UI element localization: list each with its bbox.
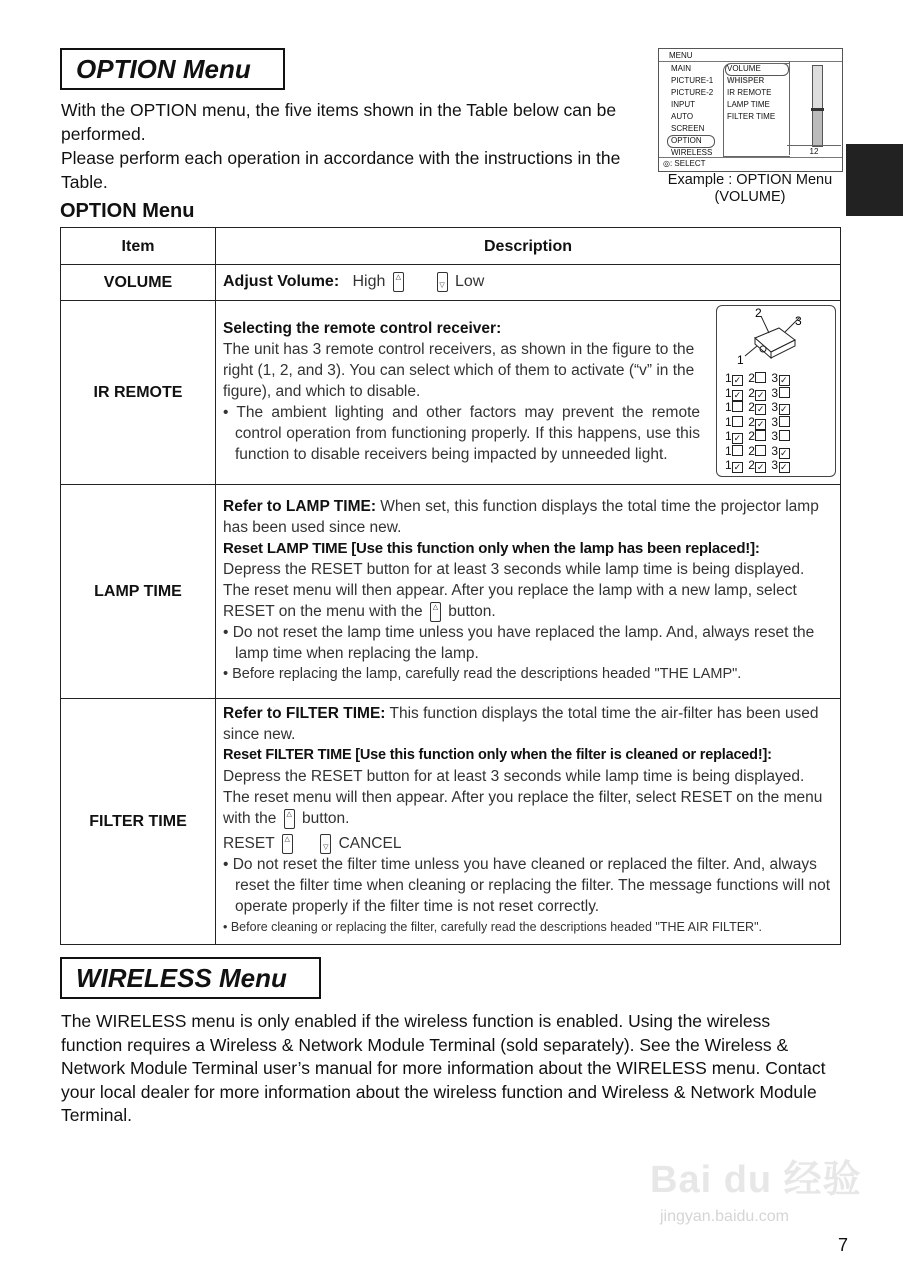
- empty-box-icon: [732, 401, 743, 412]
- desc-lamp-time: Refer to LAMP TIME: When set, this function displays the total time the projector lamp has been used since new. Reset LAMP TIME [Use this function only when the lamp has been replaced!]: Depress the RESET button for at least 3 seconds while lamp time is being displayed. The reset menu will then appear. After you replace the lamp with a new lamp, select RESET on the menu with the △ button. • Do not reset the lamp time unless you have replaced the lamp. And, always reset the lamp time when replacing the lamp. • Before replacing the lamp, carefully read the descriptions headed "THE LAMP".: [216, 485, 841, 699]
- checked-box-icon: ✓: [780, 375, 789, 385]
- submenu-item: VOLUME: [727, 64, 761, 73]
- item-filter-time: FILTER TIME: [61, 699, 216, 945]
- table-row: [61, 699, 841, 945]
- item-lamp-time: LAMP TIME: [61, 485, 216, 699]
- item-volume: VOLUME: [61, 265, 216, 301]
- menu-item: INPUT: [671, 100, 695, 109]
- table-row: [61, 485, 841, 699]
- up-arrow-icon: △: [284, 809, 295, 829]
- caption-line-2: (VOLUME): [714, 189, 786, 205]
- checked-box-icon: ✓: [780, 447, 789, 458]
- desc-ir-remote: Selecting the remote control receiver: The unit has 3 remote control receivers, as shown in the figure to the right (1, 2, and 3). You can select which of them to activate (“v” in the figure), and which to disable. • The ambient lighting and other factors may prevent the remote control operation from functioning properly. If this happens, use this function to disable receivers being impacted by unneeded light.: [216, 301, 841, 485]
- ir-combo-row: 1 2✓ 3: [725, 415, 795, 430]
- receiver-label-3: 3: [795, 314, 802, 328]
- item-header: Item: [61, 228, 216, 265]
- up-arrow-icon: △: [282, 834, 293, 854]
- intro-paragraph-1: With the OPTION menu, the five items shown in the Table below can be performed.: [61, 100, 617, 144]
- empty-box-icon: [779, 387, 790, 398]
- table-row: [61, 265, 841, 301]
- ir-combo-row: 1 2✓ 3✓: [725, 400, 789, 414]
- checked-box-icon: ✓: [756, 404, 765, 414]
- menu-item-list: [671, 63, 713, 159]
- item-ir-remote: IR REMOTE: [61, 301, 216, 485]
- checked-box-icon: ✓: [756, 462, 765, 472]
- checked-box-icon: ✓: [733, 433, 742, 443]
- slider-knob: [811, 108, 824, 111]
- submenu-item: FILTER TIME: [727, 112, 776, 121]
- desc-filter-time: Refer to FILTER TIME: This function displays the total time the air-filter has been used since new. Reset FILTER TIME [Use this function only when the filter is cleaned or replaced!]: Depress the RESET button for at least 3 seconds while lamp time is being displayed. The reset menu will then appear. After you replace the filter, select RESET on the menu with the △ button. RESET △ ▽ CANCEL • Do not reset the filter time unless you have cleaned or replaced the filter. And, always reset the filter time when cleaning or replacing the filter. The message functions will not operate properly if the filter time is not reset correctly. • Before cleaning or replacing the filter, carefully read the descriptions headed "THE AIR FILTER".: [216, 699, 841, 945]
- checked-box-icon: ✓: [756, 389, 765, 400]
- ir-combo-row: 1✓ 2 3✓: [725, 371, 789, 385]
- checked-box-icon: ✓: [733, 375, 742, 385]
- page-number: 7: [838, 1235, 849, 1255]
- checked-box-icon: ✓: [733, 389, 742, 400]
- menu-footer: ◎: SELECT: [659, 157, 842, 170]
- ir-combo-row: 1 2 3✓: [725, 443, 789, 458]
- caption-line-1: Example : OPTION Menu: [667, 172, 833, 188]
- menu-item: PICTURE-2: [671, 88, 714, 97]
- checked-box-icon: ✓: [780, 404, 789, 414]
- menu-item: PICTURE-1: [671, 76, 714, 85]
- ir-combo-row: 1✓ 2 3: [725, 429, 795, 444]
- select-icon: ◎: [663, 159, 670, 168]
- down-arrow-icon: ▽: [320, 834, 331, 854]
- menu-item: MAIN: [671, 64, 691, 73]
- receiver-label-2: 2: [755, 306, 762, 320]
- option-intro: [61, 98, 651, 194]
- table-title: OPTION Menu: [60, 200, 195, 222]
- empty-box-icon: [755, 430, 766, 441]
- receiver-label-1: 1: [737, 353, 744, 367]
- menu-example: [658, 48, 843, 172]
- empty-box-icon: [779, 430, 790, 441]
- intro-paragraph-2: Please perform each operation in accordance with the instructions in the Table.: [61, 148, 621, 192]
- menu-item: AUTO: [671, 112, 694, 121]
- wireless-text: The WIRELESS menu is only enabled if the wireless function is enabled. Using the wireless function requires a Wireless & Network Module Terminal (sold separately). See the Wireless & Network Module Terminal user’s manual for more information about the WIRELESS menu. Contact your local dealer for more information about the wireless function and Wireless & Network Module Terminal.: [61, 1011, 826, 1125]
- chapter-tab: [846, 144, 903, 216]
- menu-item: WIRELESS: [671, 148, 713, 157]
- empty-box-icon: [732, 445, 743, 456]
- submenu-item: WHISPER: [727, 76, 765, 85]
- up-arrow-icon: △: [393, 272, 404, 292]
- empty-box-icon: [779, 416, 790, 427]
- up-arrow-icon: △: [430, 602, 441, 622]
- empty-box-icon: [755, 372, 766, 383]
- baidu-watermark-url: jingyan.baidu.com: [660, 1208, 789, 1225]
- baidu-watermark: Bai du 经验: [650, 1159, 862, 1201]
- projector-drawing: [717, 306, 835, 368]
- option-menu-title: OPTION Menu: [60, 48, 285, 90]
- menu-item: SCREEN: [671, 124, 705, 133]
- ir-receiver-figure: [716, 305, 836, 477]
- volume-slider: [789, 61, 842, 155]
- description-header: Description: [216, 228, 841, 265]
- down-arrow-icon: ▽: [437, 272, 448, 292]
- submenu-list: [727, 63, 775, 123]
- ir-combo-row: 1✓ 2✓ 3: [725, 386, 795, 401]
- menu-header: MENU: [669, 51, 693, 60]
- empty-box-icon: [755, 445, 766, 456]
- submenu-item: LAMP TIME: [727, 100, 770, 109]
- submenu-item: IR REMOTE: [727, 88, 772, 97]
- menu-item: OPTION: [671, 136, 702, 145]
- volume-value: 12: [787, 145, 841, 158]
- checked-box-icon: ✓: [780, 462, 789, 472]
- ir-combo-row: 1✓ 2✓ 3✓: [725, 458, 789, 472]
- empty-box-icon: [732, 416, 743, 427]
- desc-volume: Adjust Volume: High △ ▽ Low: [216, 265, 841, 301]
- wireless-menu-title: WIRELESS Menu: [60, 957, 321, 999]
- checked-box-icon: ✓: [756, 418, 765, 429]
- slider-fill: [813, 110, 822, 146]
- checked-box-icon: ✓: [733, 462, 742, 472]
- table-header-row: [61, 228, 841, 265]
- menu-caption: [650, 172, 850, 206]
